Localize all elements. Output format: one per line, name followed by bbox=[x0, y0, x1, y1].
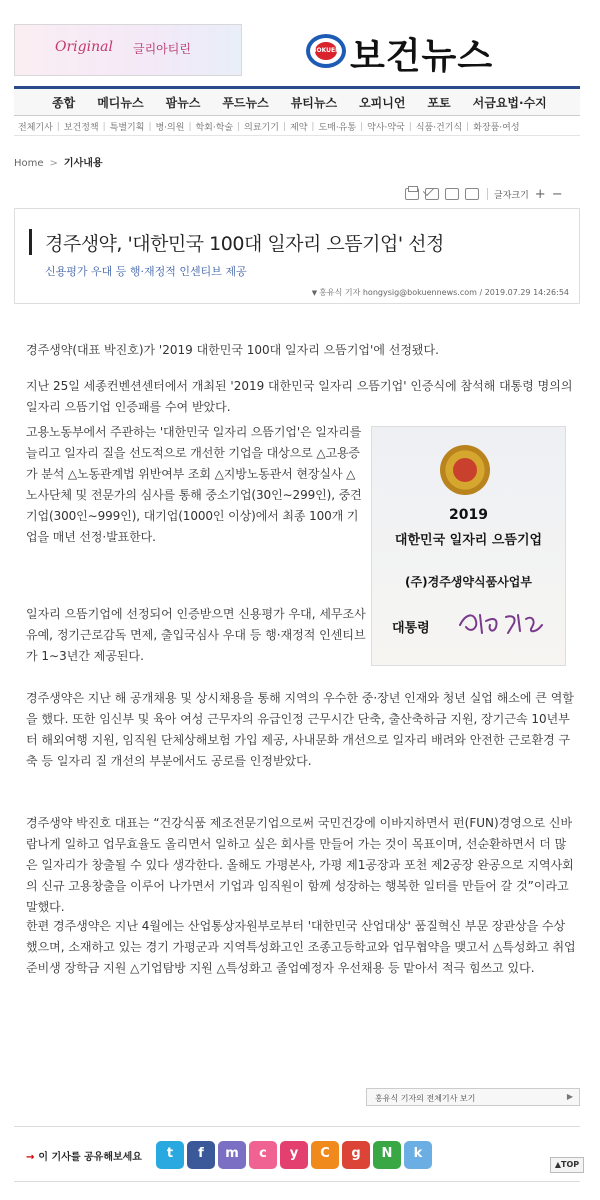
breadcrumb-current: 기사내용 bbox=[63, 158, 103, 169]
nav-item-foodnews[interactable]: 푸드뉴스 bbox=[222, 95, 269, 110]
subnav-item-academic[interactable]: 학회·학술 bbox=[195, 123, 234, 133]
naver-icon[interactable]: N bbox=[373, 1141, 401, 1169]
article-paragraph: 일자리 으뜸기업에 선정되어 인증받으면 신용평가 우대, 세무조사 유예, 정기근로감독 면제, 출입국심사 우대 등 행·재정적 인센티브가 1∼3년간 제공된다. bbox=[26, 607, 366, 663]
nav-item-opinion[interactable]: 오피니언 bbox=[359, 95, 406, 110]
photo-year: 2019 bbox=[449, 507, 488, 523]
photo-company: (주)경주생약식품사업부 bbox=[405, 575, 532, 589]
banner-text: Original bbox=[55, 39, 113, 55]
sub-nav: 전체기사 | 보건정책 | 특별기획 | 병·의원 | 학회·학술 | 의료기기 | 제약 | 도매·유통 | 약사·약국 | 식품·건기식 | 화장품·여성 bbox=[14, 118, 580, 136]
subnav-item-device[interactable]: 의료기기 bbox=[244, 123, 279, 133]
back-to-top-button[interactable]: ▲TOP bbox=[550, 1157, 584, 1173]
subnav-item-policy[interactable]: 보건정책 bbox=[63, 123, 99, 133]
copy-icon[interactable] bbox=[465, 188, 479, 200]
site-logo[interactable] bbox=[306, 28, 526, 77]
subnav-item-hospital[interactable]: 병·의원 bbox=[155, 123, 185, 133]
subnav-item-pharma[interactable]: 제약 bbox=[290, 123, 308, 133]
subnav-item-special[interactable]: 특별기획 bbox=[109, 123, 145, 133]
banner-product: 글리아티린 bbox=[133, 42, 191, 56]
share-bar bbox=[14, 1126, 580, 1182]
share-label: → 이 기사를 공유해보세요 bbox=[26, 1152, 142, 1163]
nav-item-beautynews[interactable]: 뷰티뉴스 bbox=[290, 95, 338, 110]
presidential-seal-icon bbox=[440, 445, 490, 495]
breadcrumb bbox=[14, 154, 103, 169]
subnav-item-pharmacy[interactable]: 약사·약국 bbox=[367, 123, 405, 133]
google-icon[interactable]: g bbox=[342, 1141, 370, 1169]
arrow-right-icon: ▶ bbox=[566, 1092, 573, 1101]
kakao-icon[interactable]: k bbox=[404, 1141, 432, 1169]
article-paragraph: 경주생약은 지난 해 공개채용 및 상시채용을 통해 지역의 우수한 중·장년 인재와 청년 실업 해소에 큰 역할을 했다. 또한 임신부 및 육아 여성 근무자의 유급인정 근무시간 단축, 출산축하금 지원, 장기근속 10년부터 해외여행 지원, 임직원 단체상해보험 가입 제공, 사내문화 개선으로 일자리 배려와 안전한 근로환경 구축 등 일자리 질 개선의 부분에서도 공로를 인정받았다. bbox=[26, 691, 574, 768]
font-decrease-button[interactable]: − bbox=[551, 186, 563, 202]
subnav-item-distribution[interactable]: 도매·유통 bbox=[318, 123, 357, 133]
twitter-icon[interactable]: t bbox=[156, 1141, 184, 1169]
nav-item-general[interactable]: 종합 bbox=[52, 95, 76, 110]
logo-emblem-icon: BOKUEN bbox=[306, 34, 346, 68]
save-icon[interactable] bbox=[445, 188, 459, 200]
breadcrumb-home[interactable]: Home bbox=[14, 158, 44, 169]
clog-icon[interactable]: C bbox=[311, 1141, 339, 1169]
breadcrumb-arrow-icon: > bbox=[49, 158, 58, 169]
subnav-item-all[interactable]: 전체기사 bbox=[18, 123, 53, 133]
ad-banner[interactable] bbox=[14, 24, 242, 76]
photo-president: 대통령 bbox=[392, 621, 430, 636]
article-paragraph: 경주생약(대표 박진호)가 '2019 대한민국 100대 일자리 으뜸기업'에 선정됐다. bbox=[26, 343, 439, 357]
article-byline: ▼ 홍유식 기자 hongysig@bokuennews.com / 2019.07.29 14:26:54 bbox=[311, 288, 569, 297]
email-icon[interactable] bbox=[425, 188, 439, 200]
font-increase-button[interactable]: + bbox=[534, 186, 546, 202]
article-subhead: 신용평가 우대 등 행·재정적 인센티브 제공 bbox=[45, 265, 247, 278]
subnav-item-cosmetics[interactable]: 화장품·여성 bbox=[473, 123, 520, 133]
award-photo bbox=[371, 426, 566, 666]
photo-title: 대한민국 일자리 으뜸기업 bbox=[394, 533, 543, 548]
article-tools bbox=[405, 186, 580, 202]
print-icon[interactable] bbox=[405, 188, 419, 200]
nav-item-seogeum[interactable]: 서금요법·수지 bbox=[472, 95, 547, 110]
facebook-icon[interactable]: f bbox=[187, 1141, 215, 1169]
nav-item-photo[interactable]: 포토 bbox=[427, 95, 451, 110]
article-paragraph: 경주생약 박진호 대표는 “건강식품 제조전문기업으로써 국민건강에 이바지하면서 펀(FUN)경영으로 신바람나게 일하고 업무효율도 올리면서 일하고 싶은 회사를 만들어 가는 것이 목표이며, 선순환하면서 더 많은 일자리가 창출될 수 있다 생각한다. 올해도 가평본사, 가평 제1공장과 포천 제2공장 완공으로 지역사회의 신규 고용창출을 이루어 나가면서 기업과 임직원이 함께 성장하는 행복한 일터를 만들어 갈 것”이라고 말했다. bbox=[26, 816, 574, 914]
president-signature bbox=[456, 607, 548, 637]
subnav-item-food[interactable]: 식품·건기식 bbox=[415, 123, 463, 133]
font-size-label: 글자크기 bbox=[494, 190, 529, 201]
site-name: 보건뉴스 bbox=[350, 36, 494, 77]
me2day-icon[interactable]: m bbox=[218, 1141, 246, 1169]
yozm-icon[interactable]: y bbox=[280, 1141, 308, 1169]
article-paragraph: 지난 25일 세종컨벤션센터에서 개최된 '2019 대한민국 일자리 으뜸기업' 인증식에 참석해 대통령 명의의 일자리 으뜸기업 인증패를 수여 받았다. bbox=[26, 379, 573, 414]
article-paragraph: 한편 경주생약은 지난 4월에는 산업통상자원부로부터 '대한민국 산업대상' 품질혁신 부문 장관상을 수상했으며, 소재하고 있는 경기 가평군과 지역특성화고인 조종고등학교와 업무협약을 맺고서 △특성화고 취업준비생 장학금 지원 △기업탐방 지원 △특성화고 졸업예정자 우선채용 등 맡아서 적극 힘쓰고 있다. bbox=[26, 919, 576, 975]
article-paragraph: 고용노동부에서 주관하는 '대한민국 일자리 으뜸기업'은 일자리를 늘리고 일자리 질을 선도적으로 개선한 기업을 대상으로 △고용증가 분석 △노동관계법 위반여부 조회 △지방노동관서 현장실사 △노사단체 및 전문가의 심사를 통해 중소기업(30인∼299인), 중견기업(300인∼999인), 대기업(1000인 이상)에서 최종 100개 기업을 매년 선정·발표한다. bbox=[26, 425, 362, 544]
nav-item-medinews[interactable]: 메디뉴스 bbox=[97, 95, 144, 110]
nav-item-pharmnews[interactable]: 팜뉴스 bbox=[165, 95, 201, 110]
cyworld-icon[interactable]: c bbox=[249, 1141, 277, 1169]
article-header bbox=[14, 208, 580, 304]
reporter-all-articles-button[interactable]: 홍유식 기자의 전체기사 보기 ▶ bbox=[366, 1088, 580, 1106]
main-nav bbox=[14, 86, 580, 116]
article-headline: 경주생약, '대한민국 100대 일자리 으뜸기업' 선정 bbox=[45, 233, 444, 255]
